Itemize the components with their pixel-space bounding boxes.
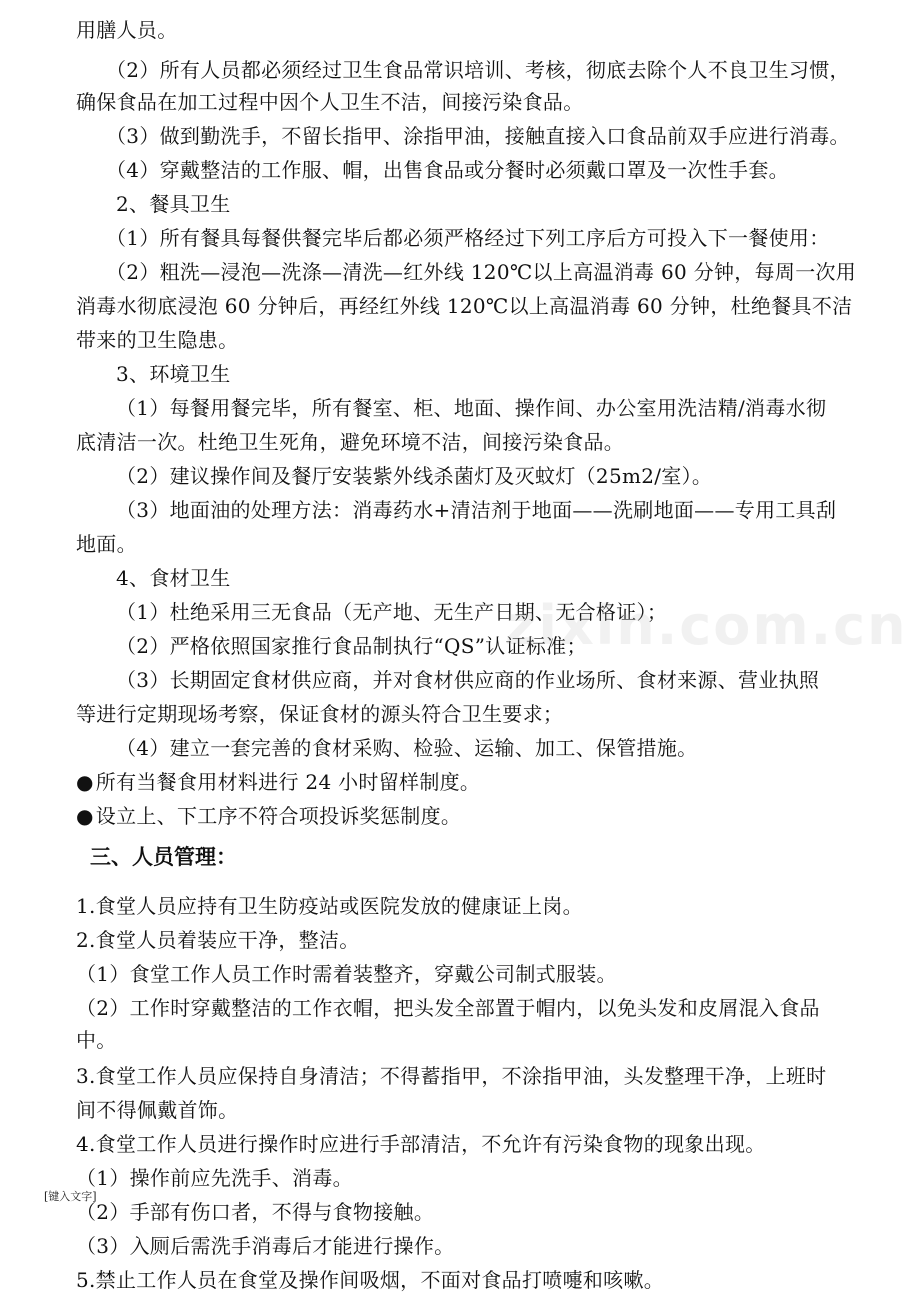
text-line: 1.食堂人员应持有卫生防疫站或医院发放的健康证上岗。	[76, 894, 583, 918]
bullet-text: 所有当餐食用材料进行 24 小时留样制度。	[95, 770, 481, 794]
text-line: 2.食堂人员着装应干净，整洁。	[76, 928, 360, 952]
text-line: （2）工作时穿戴整洁的工作衣帽，把头发全部置于帽内，以免头发和皮屑混入食品	[76, 996, 820, 1020]
text-line: （4）穿戴整洁的工作服、帽，出售食品或分餐时必须戴口罩及一次性手套。	[106, 158, 789, 182]
text-line: 底清洁一次。杜绝卫生死角，避免环境不洁，间接污染食品。	[76, 430, 625, 454]
text-line: 中。	[76, 1028, 117, 1052]
bullet-icon: ●	[76, 770, 94, 794]
text-line: 4.食堂工作人员进行操作时应进行手部清洁，不允许有污染食物的现象出现。	[76, 1132, 766, 1156]
text-line: 等进行定期现场考察，保证食材的源头符合卫生要求；	[76, 702, 564, 726]
text-line: 用膳人员。	[76, 18, 178, 42]
text-line: （1）所有餐具每餐供餐完毕后都必须严格经过下列工序后方可投入下一餐使用：	[106, 226, 830, 250]
text-line: （4）建立一套完善的食材采购、检验、运输、加工、保管措施。	[116, 736, 698, 760]
text-line: （3）做到勤洗手，不留长指甲、涂指甲油，接触直接入口食品前双手应进行消毒。	[106, 124, 850, 148]
watermark: zixin.com.cn	[505, 594, 908, 657]
subsection-title: 2、餐具卫生	[116, 192, 231, 216]
text-line: （2）所有人员都必须经过卫生食品常识培训、考核，彻底去除个人不良卫生习惯，	[106, 58, 850, 82]
text-line: （1）每餐用餐完毕，所有餐室、柜、地面、操作间、办公室用洗洁精/消毒水彻	[116, 396, 827, 420]
text-line: （1）操作前应先洗手、消毒。	[76, 1166, 353, 1190]
text-line: （2）建议操作间及餐厅安装紫外线杀菌灯及灭蚊灯（25m2/室）。	[116, 464, 713, 488]
text-line: （2）严格依照国家推行食品制执行“QS”认证标准；	[116, 634, 587, 658]
text-line: 消毒水彻底浸泡 60 分钟后，再经红外线 120℃以上高温消毒 60 分钟，杜绝餐具不洁	[76, 294, 853, 318]
text-line: 5.禁止工作人员在食堂及操作间吸烟，不面对食品打喷嚏和咳嗽。	[76, 1268, 665, 1292]
bullet-item	[76, 802, 461, 830]
subsection-title: 4、食材卫生	[116, 566, 231, 590]
text-line: 带来的卫生隐患。	[76, 328, 239, 352]
bullet-text: 设立上、下工序不符合项投诉奖惩制度。	[95, 804, 462, 828]
section-heading: 三、人员管理：	[90, 845, 237, 869]
subsection-title: 3、环境卫生	[116, 362, 231, 386]
bullet-item	[76, 768, 480, 796]
bullet-icon: ●	[76, 804, 94, 828]
text-line: （2）手部有伤口者，不得与食物接触。	[76, 1200, 435, 1224]
text-line: （1）杜绝采用三无食品（无产地、无生产日期、无合格证）；	[116, 600, 668, 624]
text-line: 地面。	[76, 532, 137, 556]
text-line: （3）入厕后需洗手消毒后才能进行操作。	[76, 1234, 455, 1258]
text-line: 间不得佩戴首饰。	[76, 1098, 239, 1122]
text-line: （2）粗洗—浸泡—洗涤—清洗—红外线 120℃以上高温消毒 60 分钟，每周一次用	[106, 260, 857, 284]
text-line: （3）地面油的处理方法：消毒药水+清洁剂于地面——洗刷地面——专用工具刮	[116, 498, 837, 522]
text-line: （3）长期固定食材供应商，并对食材供应商的作业场所、食材来源、营业执照	[116, 668, 820, 692]
text-line: 3.食堂工作人员应保持自身清洁；不得蓄指甲，不涂指甲油，头发整理干净，上班时	[76, 1064, 827, 1088]
footer-placeholder-text: [键入文字]	[44, 1190, 97, 1203]
text-line: （1）食堂工作人员工作时需着装整齐，穿戴公司制式服装。	[76, 962, 617, 986]
text-line: 确保食品在加工过程中因个人卫生不洁，间接污染食品。	[76, 90, 584, 114]
